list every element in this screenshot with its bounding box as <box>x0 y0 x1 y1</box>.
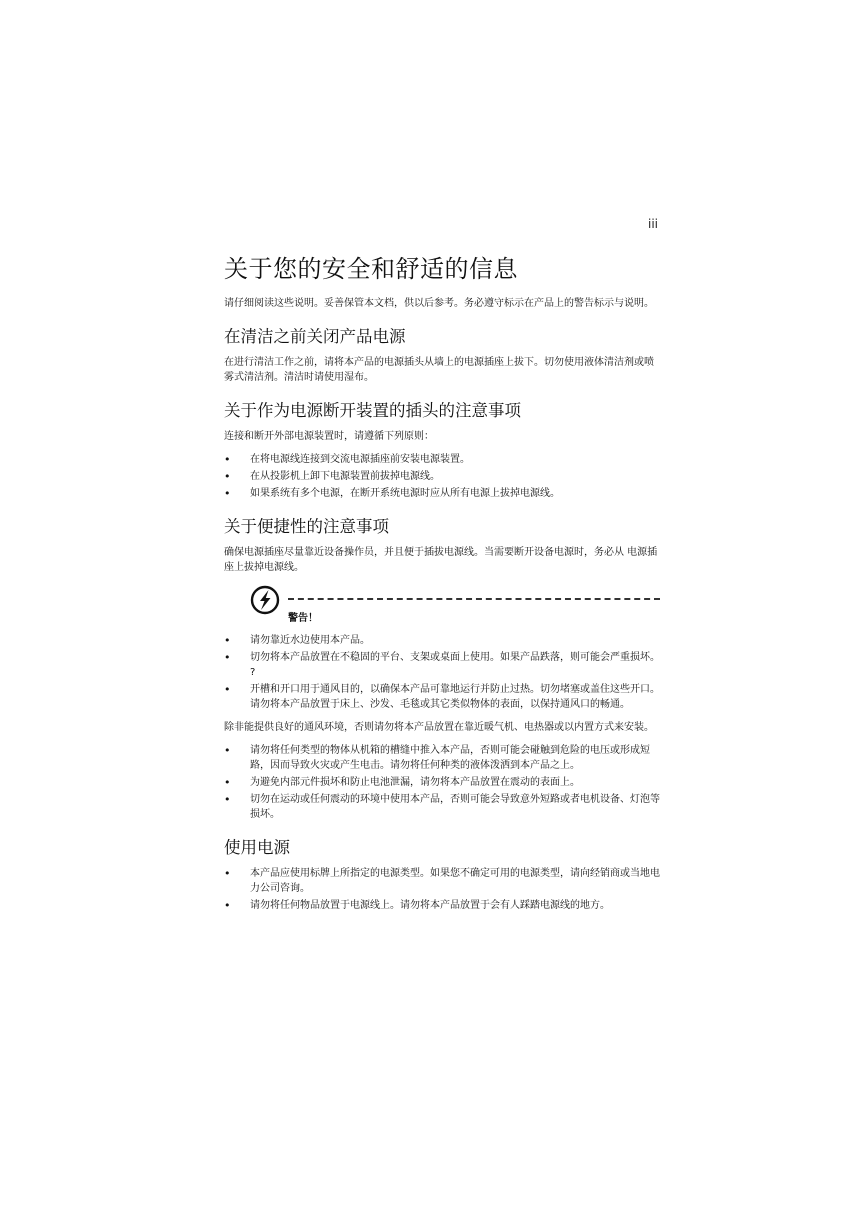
list-item: • 请勿将任何物品放置于电源线上。请勿将本产品放置于会有人踩踏电源线的地方。 <box>224 898 660 913</box>
warning-divider <box>288 598 660 600</box>
list-item: • 在将电源线连接到交流电源插座前安装电源装置。 <box>224 452 660 467</box>
section-heading-disconnect: 关于作为电源断开装置的插头的注意事项 <box>224 401 521 420</box>
list-item: • 开槽和开口用于通风目的，以确保本产品可靠地运行并防止过热。切勿堵塞或盖住这些开口。请勿将本产品放置于床上、沙发、毛毯或其它类似物体的表面，以保持通风口的畅通。 <box>224 682 660 712</box>
disconnect-list <box>224 452 660 501</box>
cleaning-paragraph: 在进行清洁工作之前，请将本产品的电源插头从墙上的电源插座上拔下。切勿使用液体清洁剂或喷雾式清洁剂。清洁时请使用湿布。 <box>224 357 654 383</box>
list-item: • 如果系统有多个电源，在断开系统电源时应从所有电源上拔掉电源线。 <box>224 486 660 501</box>
ventilation-paragraph: 除非能提供良好的通风环境，否则请勿将本产品放置在靠近暖气机、电热器或以内置方式来安装。 <box>224 722 654 733</box>
list-item: • 请勿靠近水边使用本产品。 <box>224 633 660 648</box>
accessibility-paragraph: 确保电源插座尽量靠近设备操作员，并且便于插拔电源线。当需要断开设备电源时，务必从 电源插座上拔掉电源线。 <box>224 547 658 573</box>
list-item: • 为避免内部元件损坏和防止电池泄漏，请勿将本产品放置在震动的表面上。 <box>224 775 660 790</box>
list-item: • 切勿将本产品放置在不稳固的平台、支架或桌面上使用。如果产品跌落，则可能会严重损坏。 ? <box>224 650 660 680</box>
lightning-warning-icon <box>250 585 280 615</box>
disconnect-paragraph: 连接和断开外部电源装置时，请遵循下列原则： <box>224 431 434 442</box>
intro-paragraph: 请仔细阅读这些说明。妥善保管本文档，供以后参考。务必遵守标示在产品上的警告标示与说明。 <box>224 298 654 309</box>
section-heading-power: 使用电源 <box>224 838 290 857</box>
page-number: iii <box>647 217 658 231</box>
warning-block <box>224 583 660 627</box>
list-item: • 请勿将任何类型的物体从机箱的槽缝中推入本产品，否则可能会碰触到危险的电压或形成短路，因而导致火灾或产生电击。请勿将任何种类的液体泼洒到本产品之上。 <box>224 743 660 773</box>
list-item: • 切勿在运动或任何震动的环境中使用本产品，否则可能会导致意外短路或者电机设备、灯泡等损坏。 <box>224 792 660 822</box>
section-heading-accessibility: 关于便捷性的注意事项 <box>224 517 389 536</box>
page-title: 关于您的安全和舒适的信息 <box>224 255 518 283</box>
list-item: • 在从投影机上卸下电源装置前拔掉电源线。 <box>224 469 660 484</box>
hazard-list <box>224 743 660 822</box>
warning-label: 警告！ <box>288 613 318 624</box>
power-list <box>224 866 660 913</box>
list-item: • 本产品应使用标牌上所指定的电源类型。如果您不确定可用的电源类型，请向经销商或当地电力公司咨询。 <box>224 866 660 896</box>
warning-list <box>224 633 660 712</box>
document-body <box>224 252 660 921</box>
section-heading-cleaning: 在清洁之前关闭产品电源 <box>224 327 406 346</box>
